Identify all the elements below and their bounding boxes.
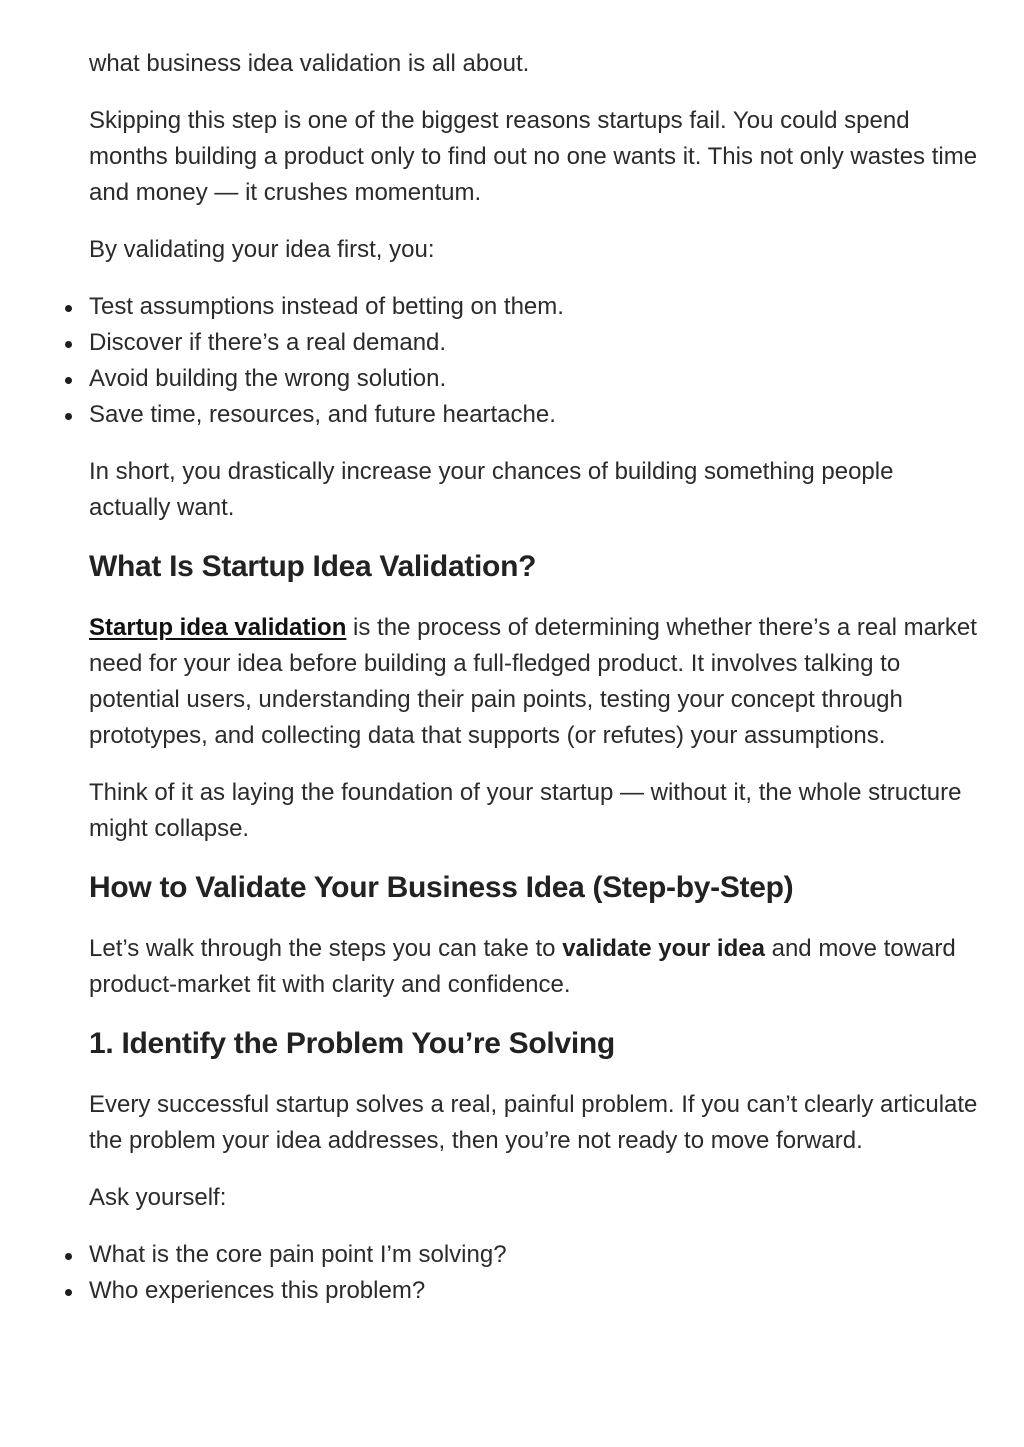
how-to-intro-before: Let’s walk through the steps you can take to: [89, 935, 563, 962]
how-to-intro-after: and move toward product-market fit with clarity and confidence.: [89, 935, 956, 998]
definition-text: is the process of determining whether there’s a real market need for your idea before building a full-fledged product. It involves talking to potential users, understanding their pain points, testing your concept through prototypes, and collecting data that supports (or refutes) your assumptions.: [89, 614, 977, 749]
analogy-paragraph: Think of it as laying the foundation of your startup — without it, the whole structure might collapse.: [89, 779, 962, 842]
list-item: Save time, resources, and future heartache.: [89, 397, 979, 433]
startup-idea-validation-link[interactable]: Startup idea validation: [89, 614, 347, 641]
how-to-heading: How to Validate Your Business Idea (Step-by-Step): [89, 871, 794, 904]
intro-fragment: what business idea validation is all about.: [89, 50, 530, 77]
skip-paragraph: Skipping this step is one of the biggest reasons startups fail. You could spend months building a product only to find out no one wants it. This not only wastes time and money — it crushes momentum.: [89, 107, 978, 206]
benefits-list: [89, 289, 979, 433]
how-to-intro: [89, 931, 979, 1003]
list-item: What is the core pain point I’m solving?: [89, 1237, 979, 1273]
benefits-lead: By validating your idea first, you:: [89, 236, 435, 263]
ask-yourself-lead: Ask yourself:: [89, 1184, 227, 1211]
list-item: Who experiences this problem?: [89, 1273, 979, 1309]
list-item: Avoid building the wrong solution.: [89, 361, 979, 397]
what-is-heading: What Is Startup Idea Validation?: [89, 550, 537, 583]
article-body: [89, 46, 979, 1330]
definition-paragraph: [89, 610, 979, 754]
list-item: Test assumptions instead of betting on them.: [89, 289, 979, 325]
list-item: Discover if there’s a real demand.: [89, 325, 979, 361]
step1-heading: 1. Identify the Problem You’re Solving: [89, 1027, 615, 1060]
summary-paragraph: In short, you drastically increase your chances of building something people actually want.: [89, 458, 894, 521]
questions-list: [89, 1237, 979, 1309]
how-to-intro-bold: validate your idea: [562, 935, 765, 962]
step1-paragraph: Every successful startup solves a real, painful problem. If you can’t clearly articulate the problem your idea addresses, then you’re not ready to move forward.: [89, 1091, 978, 1154]
